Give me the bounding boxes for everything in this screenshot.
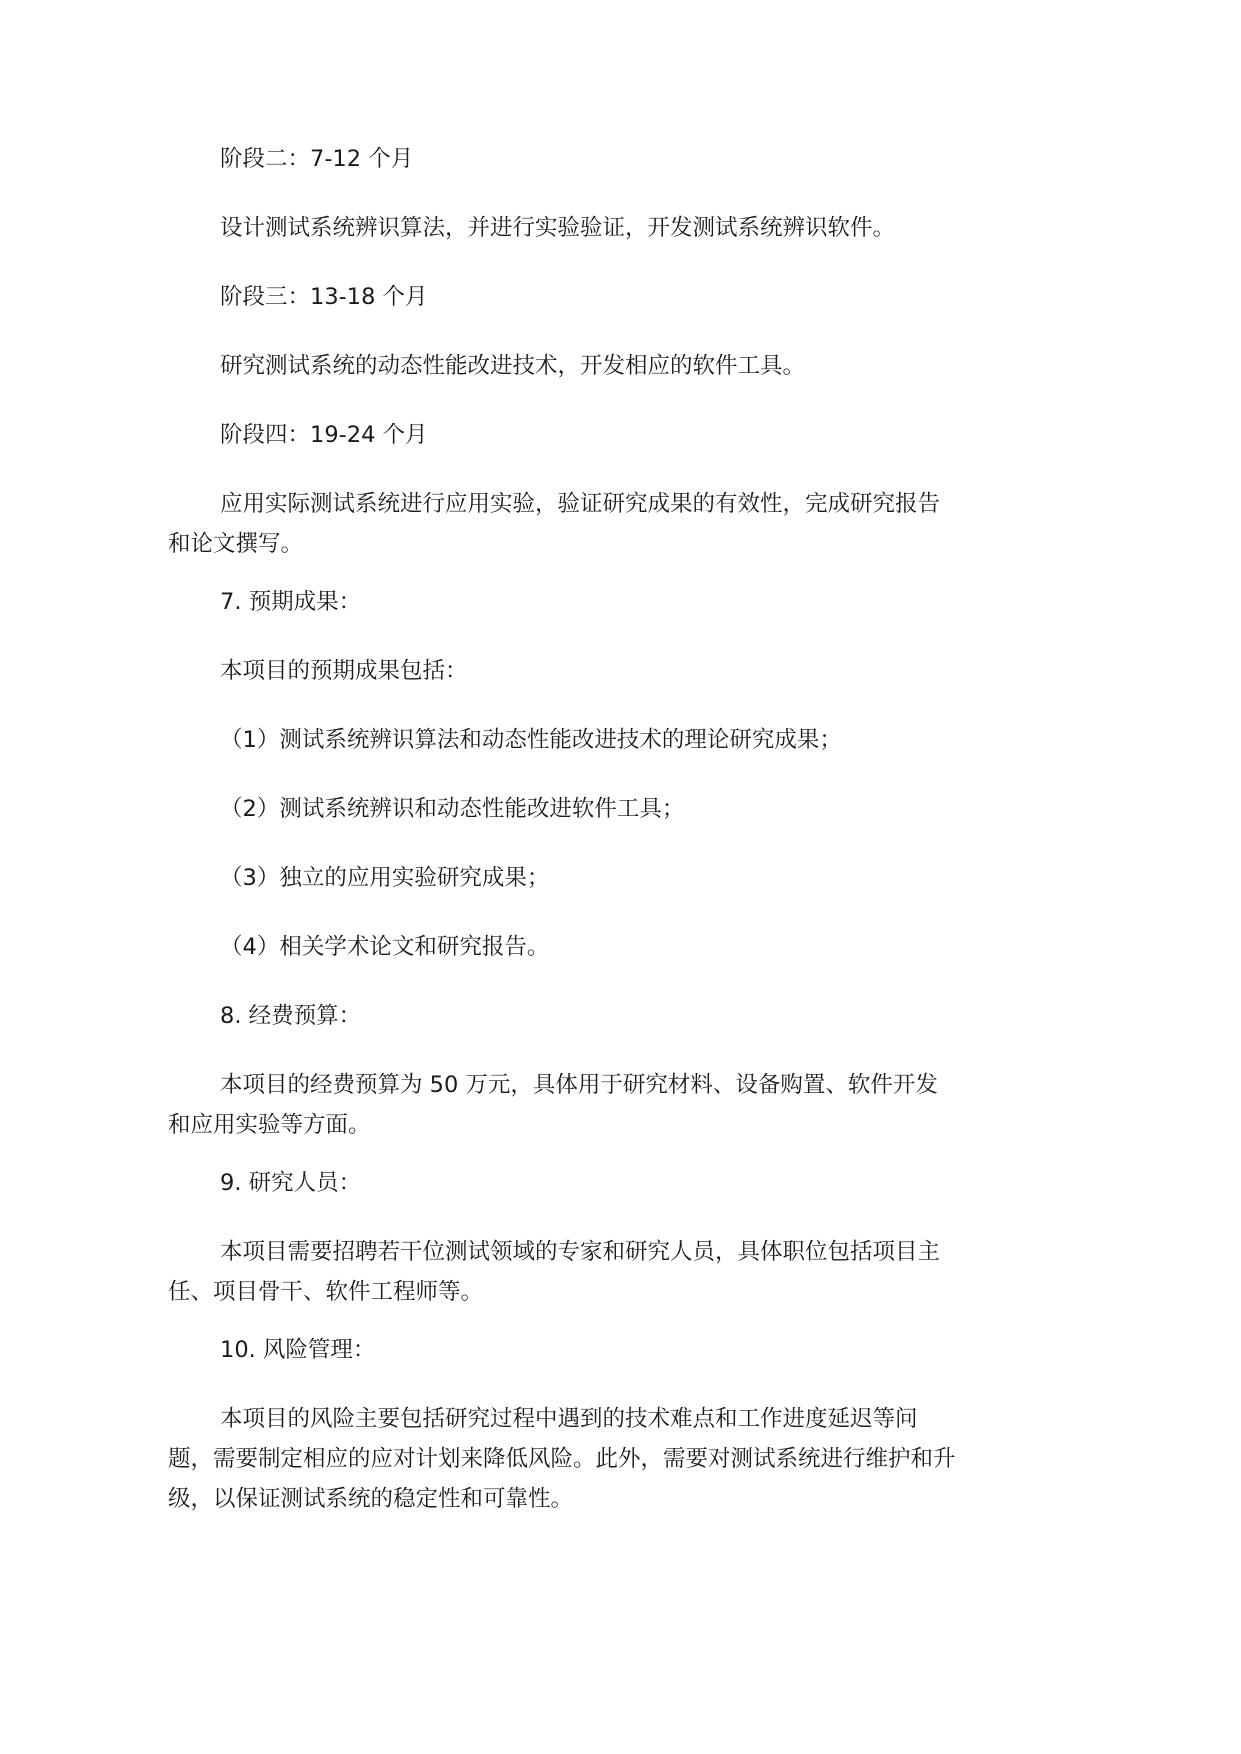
phase-three-heading: 阶段三：13-18 个月 [220,284,428,310]
expected-results-intro: 本项目的预期成果包括： [220,658,468,684]
phase-two-heading: 阶段二：7-12 个月 [220,146,414,172]
budget-heading: 8. 经费预算： [220,1003,362,1029]
budget-text: 本项目的经费预算为 50 万元，具体用于研究材料、设备购置、软件开发和应用实验等方面。 [168,1072,938,1138]
personnel-text: 本项目需要招聘若干位测试领域的专家和研究人员，具体职位包括项目主任、项目骨干、软件工程师等。 [168,1239,941,1305]
expected-result-item-2: （2）测试系统辨识和动态性能改进软件工具； [220,796,685,822]
document-body [168,139,958,1548]
phase-two-text: 设计测试系统辨识算法，并进行实验验证，开发测试系统辨识软件。 [220,215,896,241]
personnel-heading: 9. 研究人员： [220,1170,362,1196]
phase-three-text: 研究测试系统的动态性能改进技术，开发相应的软件工具。 [220,353,806,379]
phase-four-heading: 阶段四：19-24 个月 [220,422,428,448]
expected-results-heading: 7. 预期成果： [220,589,362,615]
expected-result-item-1: （1）测试系统辨识算法和动态性能改进技术的理论研究成果； [220,727,842,753]
risk-text: 本项目的风险主要包括研究过程中遇到的技术难点和工作进度延迟等问题，需要制定相应的应对计划来降低风险。此外，需要对测试系统进行维护和升级，以保证测试系统的稳定性和可靠性。 [168,1406,956,1512]
expected-result-item-3: （3）独立的应用实验研究成果； [220,865,550,891]
expected-result-item-4: （4）相关学术论文和研究报告。 [220,934,550,960]
phase-four-text: 应用实际测试系统进行应用实验，验证研究成果的有效性，完成研究报告和论文撰写。 [168,491,941,557]
risk-heading: 10. 风险管理： [220,1337,376,1363]
